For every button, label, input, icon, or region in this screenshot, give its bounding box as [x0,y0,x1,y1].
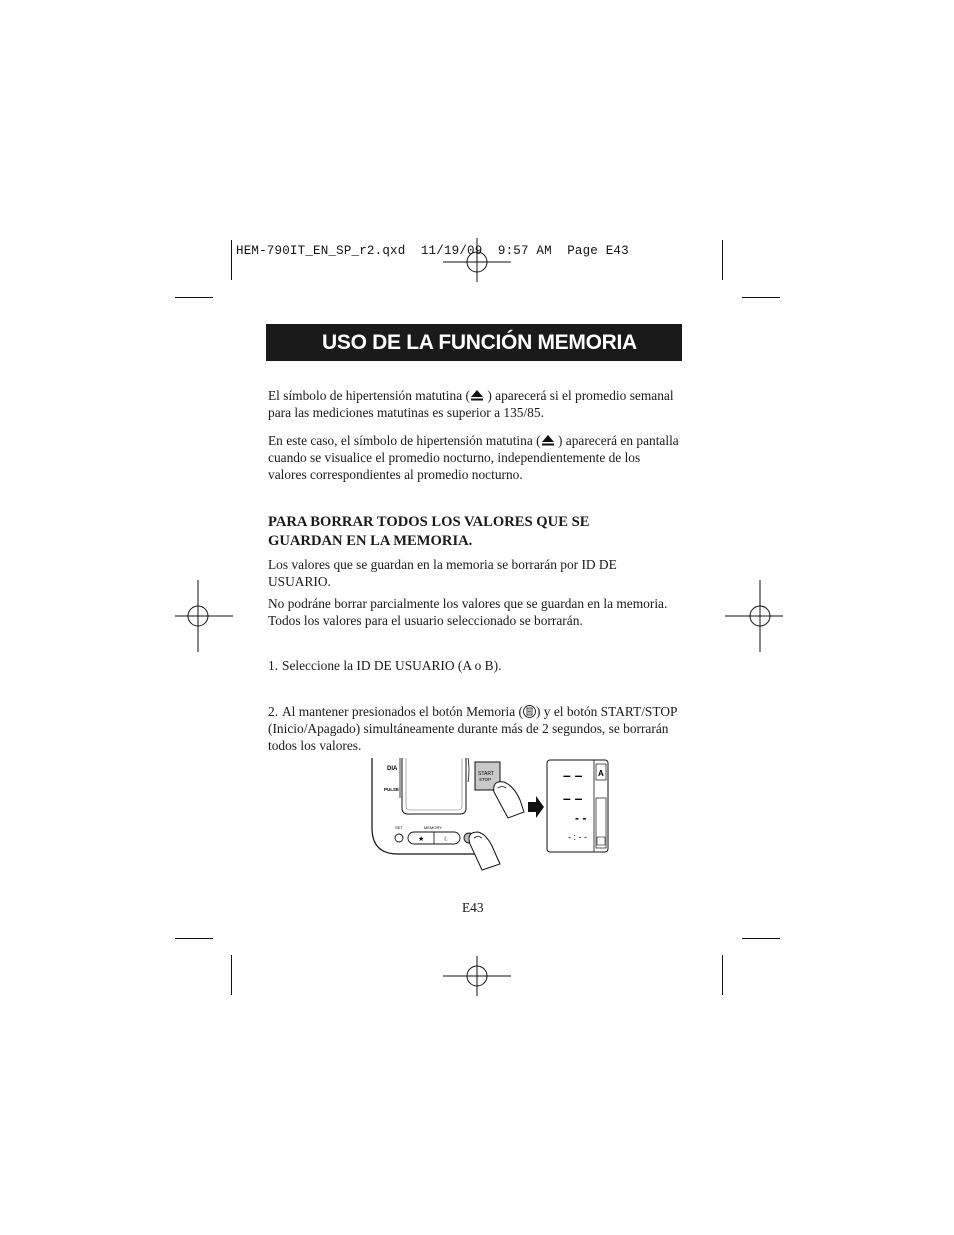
crop-mark [742,297,780,298]
crop-mark [231,240,232,280]
slug-filename: HEM-790IT_EN_SP_r2.qxd [236,244,406,258]
device-screen [402,758,466,814]
lcd-row-4: - : - - [568,832,587,842]
step-1: 1. Seleccione la ID DE USUARIO (A o B). [268,658,502,673]
section-paragraph-1: Los valores que se guardan en la memoria se borrarán por ID DE USUARIO. [268,557,617,589]
start-label: START [478,771,494,777]
stop-label: STOP [479,777,492,782]
slug-page: Page E43 [567,244,629,258]
section-heading: PARA BORRAR TODOS LOS VALORES QUE SE GUARDAN EN LA MEMORIA. [268,514,590,549]
registration-mark-icon [722,578,798,654]
registration-mark-icon [439,224,515,300]
user-id: A [598,769,604,778]
warning-triangle-icon [470,389,484,401]
intro-paragraph-1: El símbolo de hipertensión matutina ( ) aparecerá si el promedio semanal para las mediciones matutinas es superior a 135/85. [268,388,674,420]
crop-mark [742,938,780,939]
crop-mark [175,938,213,939]
step-2: 2. Al mantener presionados el botón Memoria ( ) y el botón START/STOP (Inicio/Apagado) simultáneamente durante más de 2 segundos, se borrarán todos los valores. [268,704,677,753]
lcd-row-1: – – [563,767,583,783]
memory-icon [523,705,536,718]
label-memory: MEMORY [424,825,442,830]
label-set: SET [395,825,403,830]
registration-mark-icon [439,938,515,1014]
device-illustration [370,758,620,876]
registration-mark-icon [160,578,236,654]
section-paragraph-2: No podráne borrar parcialmente los valores que se guardan en la memoria. Todos los valores para el usuario seleccionado se borrarán. [268,596,668,628]
lcd-row-3: - - [575,811,587,825]
crop-mark [722,955,723,995]
slug-date: 11/19/09 [420,244,483,258]
memory-icon [597,837,605,845]
moon-icon: ☾ [444,837,450,843]
slug-time: 9:57 AM [497,244,552,258]
page-title: USO DE LA FUNCIÓN MEMORIA [266,324,682,361]
print-slug [236,244,629,258]
crop-mark [231,955,232,995]
arrow-right-icon [528,796,544,818]
intro-paragraph-2: En este caso, el símbolo de hipertensión matutina ( ) aparecerá en pantalla cuando se visualice el promedio nocturno, independientemente de los valores correspondientes al promedio nocturno. [268,433,679,482]
crop-mark [722,240,723,280]
set-button [395,834,403,842]
finger-memory [469,832,500,870]
finger-start [494,782,524,818]
label-pulse: PULSE [384,787,400,792]
label-dia: DIA [387,766,398,772]
lcd-row-2: – – [563,790,583,806]
warning-triangle-icon [541,434,555,446]
star-icon: ★ [418,836,425,843]
page-number: E43 [462,900,484,915]
crop-mark [175,297,213,298]
